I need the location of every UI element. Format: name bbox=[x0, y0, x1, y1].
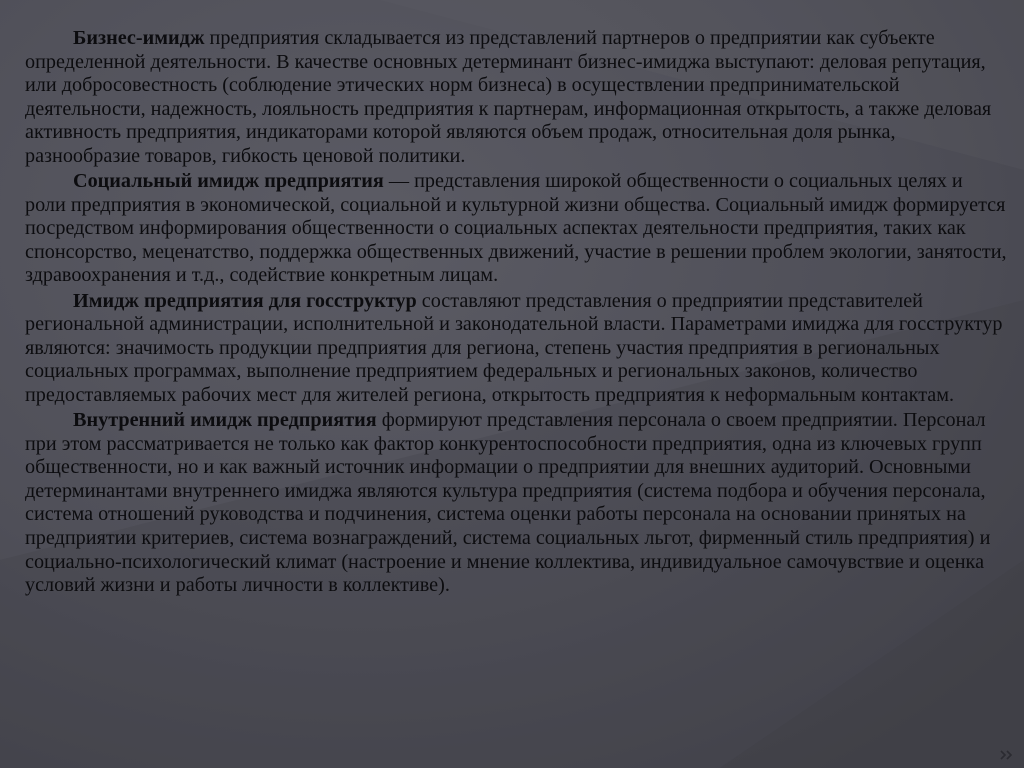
paragraph-text: предприятия складывается из представлений партнеров о предприятии как субъекте определенной деятельности. В качестве основных детерминант бизнес-имиджа выступают: деловая репутация, или добросовестность (соблюдение этических норм бизнеса) в осуществлении предпринимательской деятельности, надежность, лояльность предприятия к партнерам, информационная открытость, а также деловая активность предприятия, индикаторами которой являются объем продаж, относительная доля рынка, разнообразие товаров, гибкость ценовой политики. bbox=[25, 27, 992, 167]
slide-body bbox=[25, 27, 1007, 599]
paragraph-text: — представления широкой общественности о социальных целях и роли предприятия в экономической, социальной и культурной жизни общества. Социальный имидж формируется посредством информирования общественности о социальных аспектах деятельности предприятия, таких как спонсорство, меценатство, поддержка общественных движений, участие в решении проблем экологии, занятости, здравоохранения и т.д., содействие конкретным лицам. bbox=[25, 170, 1007, 287]
paragraph-business-image bbox=[25, 27, 1007, 169]
paragraph-government-image bbox=[25, 290, 1007, 408]
paragraph-term: Бизнес-имидж bbox=[73, 27, 205, 49]
paragraph-social-image bbox=[25, 170, 1007, 288]
paragraph-internal-image bbox=[25, 409, 1007, 598]
paragraph-term: Социальный имидж предприятия bbox=[73, 170, 384, 193]
paragraph-text: формируют представления персонала о своем предприятии. Персонал при этом рассматривается не только как фактор конкурентоспособности предприятия, одна из ключевых групп общественности, но и как важный источник информации о предприятии для внешних аудиторий. Основными детерминантами внутреннего имиджа являются культура предприятия (система подбора и обучения персонала, система отношений руководства и подчинения, система оценки работы персонала на основании принятых на предприятии критериев, система вознаграждений, система социальных льгот, фирменный стиль предприятия) и социально-психологический климат (настроение и мнение коллектива, индивидуальное самочувствие и оценка условий жизни и работы личности в коллективе). bbox=[25, 409, 991, 597]
paragraph-text: составляют представления о предприятии представителей региональной администрации, исполнительной и законодательной власти. Параметрами имиджа для госструктур являются: значимость продукции предприятия для региона, степень участия предприятия в региональных социальных программах, выполнение предприятием федеральных и региональных законов, количество предоставляемых рабочих мест для жителей региона, открытость предприятия к неформальным контактам. bbox=[25, 289, 1003, 406]
double-chevron-right-icon bbox=[1000, 750, 1014, 760]
paragraph-term: Имидж предприятия для госструктур bbox=[73, 289, 417, 312]
paragraph-term: Внутренний имидж предприятия bbox=[73, 409, 377, 431]
